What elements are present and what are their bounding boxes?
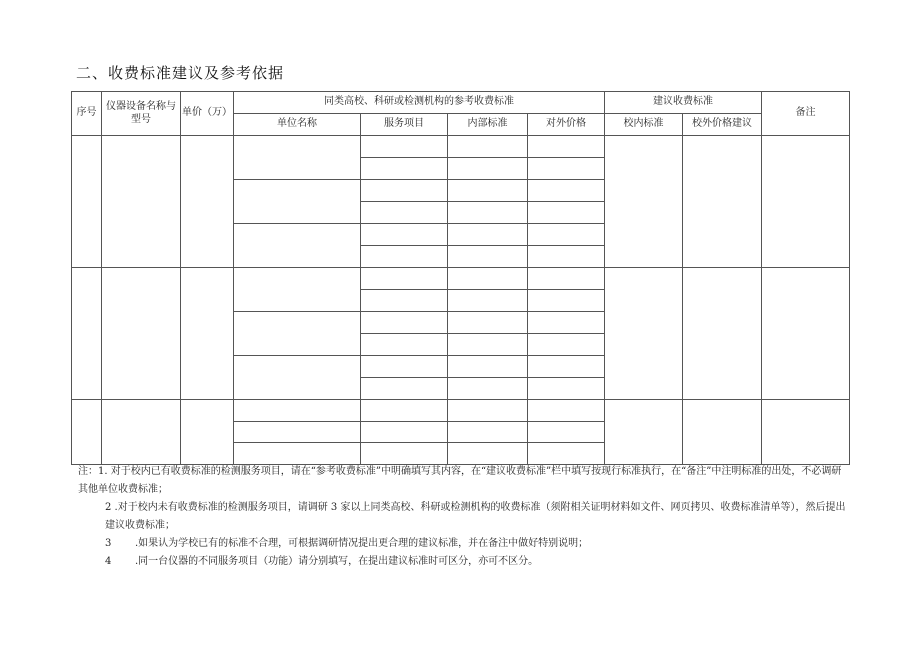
cell-ref-internal[interactable] bbox=[448, 334, 528, 356]
cell-ref-unit[interactable] bbox=[234, 400, 361, 422]
cell-ref-service[interactable] bbox=[361, 246, 448, 268]
cell-remark[interactable] bbox=[762, 268, 850, 400]
cell-ref-external[interactable] bbox=[528, 246, 605, 268]
cell-ref-service[interactable] bbox=[361, 378, 448, 400]
fee-standard-table bbox=[71, 91, 850, 465]
cell-sug-external[interactable] bbox=[683, 400, 762, 465]
cell-ref-unit[interactable] bbox=[234, 136, 361, 180]
cell-unit-price[interactable] bbox=[181, 136, 234, 268]
cell-ref-service[interactable] bbox=[361, 224, 448, 246]
note-3-text: .如果认为学校已有的标准不合理，可根据调研情况提出更合理的建议标准，并在备注中做好特别说明； bbox=[135, 538, 589, 549]
cell-seq[interactable] bbox=[72, 400, 102, 465]
cell-ref-service[interactable] bbox=[361, 312, 448, 334]
cell-unit-price[interactable] bbox=[181, 268, 234, 400]
cell-ref-service[interactable] bbox=[361, 422, 448, 443]
cell-ref-unit[interactable] bbox=[234, 224, 361, 268]
cell-ref-external[interactable] bbox=[528, 422, 605, 443]
cell-sug-internal[interactable] bbox=[605, 136, 683, 268]
note-3 bbox=[78, 535, 848, 553]
header-ref-internal: 内部标准 bbox=[448, 114, 528, 136]
cell-remark[interactable] bbox=[762, 136, 850, 268]
header-suggested-standard: 建议收费标准 bbox=[605, 92, 762, 114]
cell-ref-service[interactable] bbox=[361, 334, 448, 356]
cell-ref-internal[interactable] bbox=[448, 180, 528, 202]
cell-seq[interactable] bbox=[72, 268, 102, 400]
cell-ref-external[interactable] bbox=[528, 158, 605, 180]
cell-device-name[interactable] bbox=[102, 400, 181, 465]
cell-ref-service[interactable] bbox=[361, 180, 448, 202]
header-reference-standard: 同类高校、科研或检测机构的参考收费标准 bbox=[234, 92, 605, 114]
cell-ref-external[interactable] bbox=[528, 443, 605, 465]
cell-ref-service[interactable] bbox=[361, 268, 448, 290]
cell-ref-external[interactable] bbox=[528, 378, 605, 400]
cell-ref-internal[interactable] bbox=[448, 356, 528, 378]
cell-ref-internal[interactable] bbox=[448, 202, 528, 224]
header-unit-price: 单价（万） bbox=[181, 92, 234, 136]
cell-ref-internal[interactable] bbox=[448, 312, 528, 334]
header-ref-service-item: 服务项目 bbox=[361, 114, 448, 136]
cell-ref-external[interactable] bbox=[528, 400, 605, 422]
cell-ref-internal[interactable] bbox=[448, 422, 528, 443]
cell-ref-service[interactable] bbox=[361, 400, 448, 422]
note-1: 注：1. 对于校内已有收费标准的检测服务项目，请在“参考收费标准”中明确填写其内容，在“建议收费标准”栏中填写按现行标准执行，在“备注”中注明标准的出处，不必调研其他单位收费标准； bbox=[78, 466, 842, 495]
header-sug-internal: 校内标准 bbox=[605, 114, 683, 136]
cell-sug-internal[interactable] bbox=[605, 268, 683, 400]
cell-ref-service[interactable] bbox=[361, 158, 448, 180]
note-2: 2 .对于校内未有收费标准的检测服务项目，请调研 3 家以上同类高校、科研或检测机构的收费标准（须附相关证明材料如文件、网页拷贝、收费标准清单等），然后提出建议收费标准； bbox=[105, 502, 846, 531]
cell-ref-unit[interactable] bbox=[234, 443, 361, 465]
notes-section bbox=[78, 463, 848, 571]
cell-ref-unit[interactable] bbox=[234, 356, 361, 400]
cell-ref-unit[interactable] bbox=[234, 422, 361, 443]
cell-sug-external[interactable] bbox=[683, 268, 762, 400]
note-4-number: 4 bbox=[105, 556, 112, 567]
cell-ref-service[interactable] bbox=[361, 202, 448, 224]
cell-ref-external[interactable] bbox=[528, 224, 605, 246]
note-4-text: .同一台仪器的不同服务项目（功能）请分别填写，在提出建议标准时可区分，亦可不区分。 bbox=[135, 556, 539, 567]
cell-ref-unit[interactable] bbox=[234, 268, 361, 312]
header-device-name: 仪器设备名称与型号 bbox=[102, 92, 181, 136]
cell-ref-service[interactable] bbox=[361, 290, 448, 312]
cell-device-name[interactable] bbox=[102, 268, 181, 400]
cell-ref-internal[interactable] bbox=[448, 268, 528, 290]
cell-ref-internal[interactable] bbox=[448, 290, 528, 312]
cell-ref-external[interactable] bbox=[528, 202, 605, 224]
header-seq: 序号 bbox=[72, 92, 102, 136]
cell-ref-internal[interactable] bbox=[448, 443, 528, 465]
cell-ref-external[interactable] bbox=[528, 356, 605, 378]
cell-sug-external[interactable] bbox=[683, 136, 762, 268]
cell-ref-unit[interactable] bbox=[234, 312, 361, 356]
cell-ref-unit[interactable] bbox=[234, 180, 361, 224]
cell-ref-service[interactable] bbox=[361, 356, 448, 378]
header-remark: 备注 bbox=[762, 92, 850, 136]
cell-device-name[interactable] bbox=[102, 136, 181, 268]
note-3-number: 3 bbox=[105, 538, 112, 549]
cell-ref-external[interactable] bbox=[528, 136, 605, 158]
cell-ref-service[interactable] bbox=[361, 136, 448, 158]
cell-ref-external[interactable] bbox=[528, 312, 605, 334]
cell-ref-external[interactable] bbox=[528, 268, 605, 290]
cell-unit-price[interactable] bbox=[181, 400, 234, 465]
cell-ref-internal[interactable] bbox=[448, 246, 528, 268]
header-ref-external: 对外价格 bbox=[528, 114, 605, 136]
cell-seq[interactable] bbox=[72, 136, 102, 268]
note-4 bbox=[78, 553, 848, 571]
header-ref-unit-name: 单位名称 bbox=[234, 114, 361, 136]
header-sug-external: 校外价格建议 bbox=[683, 114, 762, 136]
cell-ref-external[interactable] bbox=[528, 334, 605, 356]
cell-ref-internal[interactable] bbox=[448, 378, 528, 400]
cell-ref-internal[interactable] bbox=[448, 158, 528, 180]
cell-ref-internal[interactable] bbox=[448, 224, 528, 246]
cell-ref-external[interactable] bbox=[528, 180, 605, 202]
cell-remark[interactable] bbox=[762, 400, 850, 465]
cell-ref-external[interactable] bbox=[528, 290, 605, 312]
cell-sug-internal[interactable] bbox=[605, 400, 683, 465]
cell-ref-internal[interactable] bbox=[448, 136, 528, 158]
cell-ref-internal[interactable] bbox=[448, 400, 528, 422]
cell-ref-service[interactable] bbox=[361, 443, 448, 465]
section-title: 二、收费标准建议及参考依据 bbox=[76, 64, 285, 82]
